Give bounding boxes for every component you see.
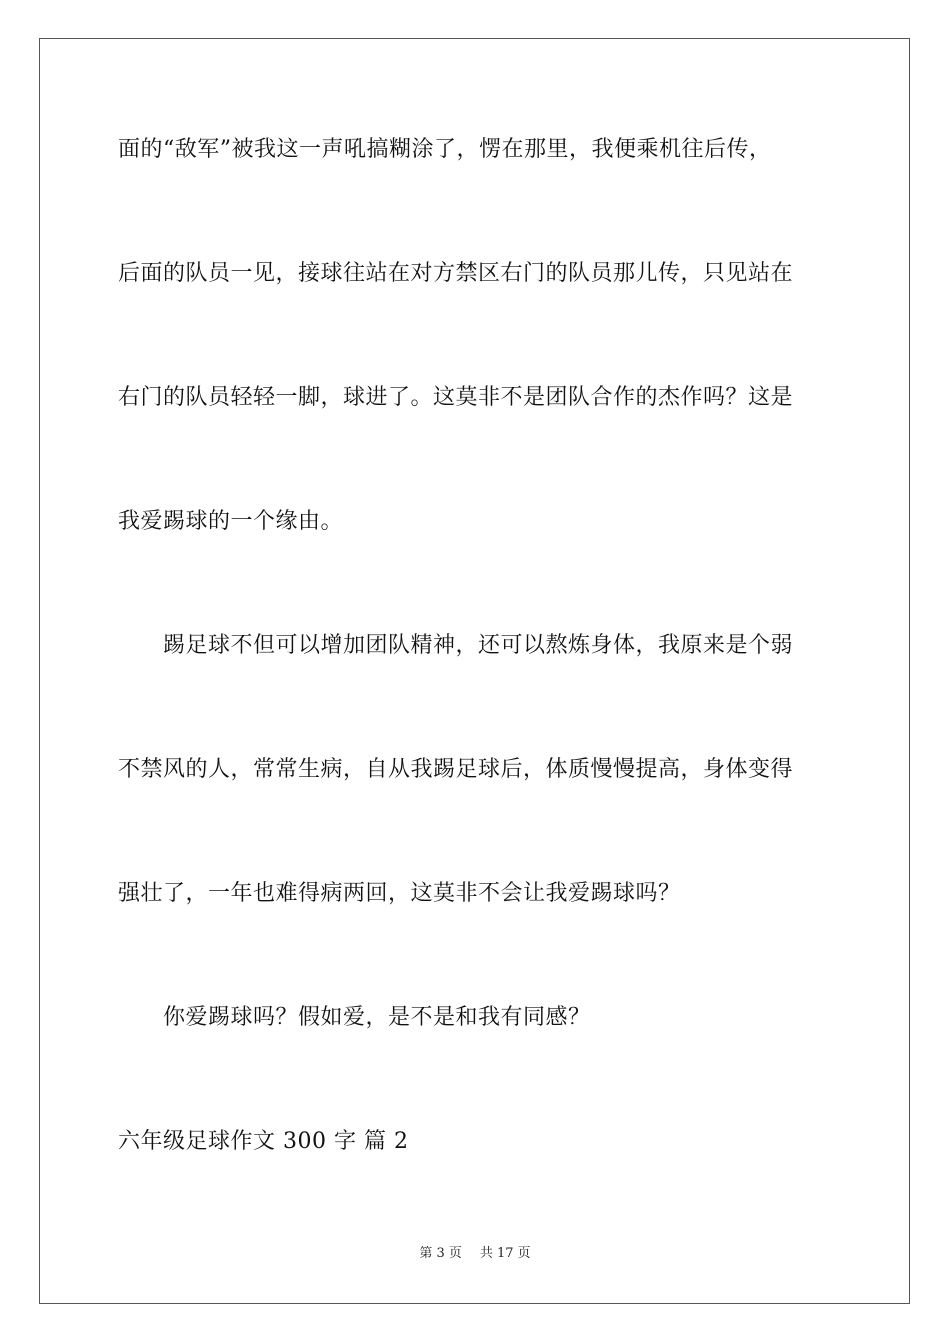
page-number: 第 3 页	[419, 1246, 462, 1261]
page-total: 共 17 页	[479, 1246, 531, 1261]
paragraph-line-7: 强壮了，一年也难得病两回，这莫非不会让我爱踢球吗？	[118, 881, 681, 906]
paragraph-line-1: 面的“敌军”被我这一声吼搞糊涂了，愣在那里，我便乘机往后传，	[118, 137, 772, 162]
paragraph-line-2: 后面的队员一见，接球往站在对方禁区右门的队员那儿传，只见站在	[118, 261, 794, 286]
section-heading: 六年级足球作文 300 字 篇 2	[118, 1129, 409, 1154]
paragraph-line-8: 你爱踢球吗？假如爱，是不是和我有同感？	[163, 1005, 591, 1030]
page-border	[39, 38, 910, 1304]
paragraph-line-6: 不禁风的人，常常生病，自从我踢足球后，体质慢慢提高，身体变得	[118, 757, 794, 782]
paragraph-line-3: 右门的队员轻轻一脚，球进了。这莫非不是团队合作的杰作吗？这是	[118, 385, 794, 410]
paragraph-line-4: 我爱踢球的一个缘由。	[118, 509, 344, 534]
paragraph-line-5: 踢足球不但可以增加团队精神，还可以熬炼身体，我原来是个弱	[163, 633, 794, 658]
page-footer	[0, 1245, 950, 1263]
